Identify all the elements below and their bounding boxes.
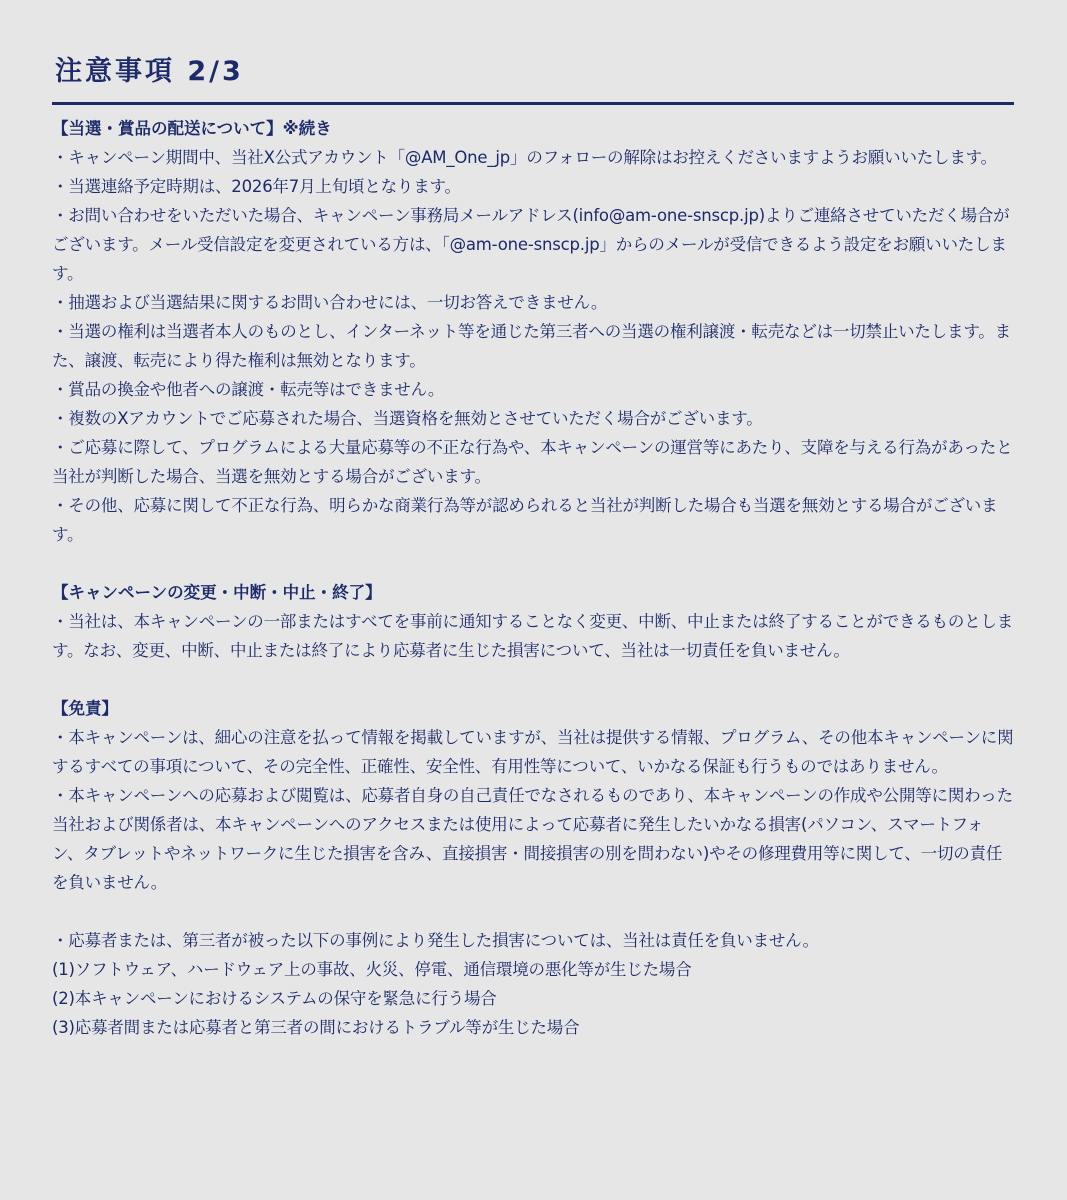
notice-item: ・本キャンペーンは、細心の注意を払って情報を掲載していますが、当社は提供する情報、プログラム、その他本キャンペーンに関するすべての事項について、その完全性、正確性、安全性、有用性等について、いかなる保証も行うものではありません。 xyxy=(52,728,1014,776)
notice-item: ・複数のXアカウントでご応募された場合、当選資格を無効とさせていただく場合がございます。 xyxy=(52,409,763,428)
title-divider xyxy=(52,102,1014,105)
page-title: 注意事項 2/3 xyxy=(55,56,244,87)
section-heading: 【免責】 xyxy=(52,699,118,718)
notice-item: ・ご応募に際して、プログラムによる大量応募等の不正な行為や、本キャンペーンの運営等にあたり、支障を与える行為があったと当社が判断した場合、当選を無効とする場合がございます。 xyxy=(52,438,1013,486)
notice-item: ・お問い合わせをいただいた場合、キャンペーン事務局メールアドレス(info@am-one-snscp.jp)よりご連絡させていただく場合がございます。メール受信設定を変更されている方は、「@am-one-snscp.jp」からのメールが受信できるよう設定をお願いいたします。 xyxy=(52,206,1010,283)
section-heading: 【キャンペーンの変更・中断・中止・終了】 xyxy=(52,583,382,602)
notice-item: ・本キャンペーンへの応募および閲覧は、応募者自身の自己責任でなされるものであり、本キャンペーンの作成や公開等に関わった当社および関係者は、本キャンペーンへのアクセスまたは使用によって応募者に発生したいかなる損害(パソコン、スマートフォン、タブレットやネットワークに生じた損害を含み、直接損害・間接損害の別を問わない)やその修理費用等に関して、一切の責任を負いません。 xyxy=(52,786,1013,892)
paragraph-spacer xyxy=(52,897,1014,926)
section-prize-delivery xyxy=(52,114,1014,549)
notice-item: ・抽選および当選結果に関するお問い合わせには、一切お答えできません。 xyxy=(52,293,608,312)
notice-item: ・賞品の換金や他者への譲渡・転売等はできません。 xyxy=(52,380,445,399)
notice-item: ・当社は、本キャンペーンの一部またはすべてを事前に通知することなく変更、中断、中止または終了することができるものとします。なお、変更、中断、中止または終了により応募者に生じた損害について、当社は一切責任を負いません。 xyxy=(52,612,1014,660)
section-campaign-changes xyxy=(52,578,1014,665)
section-heading: 【当選・賞品の配送について】※続き xyxy=(52,119,332,138)
section-disclaimer xyxy=(52,694,1014,1042)
notice-list-item: (3)応募者間または応募者と第三者の間におけるトラブル等が生じた場合 xyxy=(52,1018,580,1037)
notice-item: ・キャンペーン期間中、当社X公式アカウント「@AM_One_jp」のフォローの解除はお控えくださいますようお願いいたします。 xyxy=(52,148,997,167)
notice-list-item: (1)ソフトウェア、ハードウェア上の事故、火災、停電、通信環境の悪化等が生じた場合 xyxy=(52,960,692,979)
notice-item: ・当選連絡予定時期は、2026年7月上旬頃となります。 xyxy=(52,177,461,196)
notice-item: ・応募者または、第三者が被った以下の事例により発生した損害については、当社は責任を負いません。 xyxy=(52,931,819,950)
notice-item: ・当選の権利は当選者本人のものとし、インターネット等を通じた第三者への当選の権利譲渡・転売などは一切禁止いたします。また、譲渡、転売により得た権利は無効となります。 xyxy=(52,322,1011,370)
notice-content xyxy=(52,114,1014,1042)
notice-item: ・その他、応募に関して不正な行為、明らかな商業行為等が認められると当社が判断した場合も当選を無効とする場合がございます。 xyxy=(52,496,998,544)
notice-list-item: (2)本キャンペーンにおけるシステムの保守を緊急に行う場合 xyxy=(52,989,497,1008)
